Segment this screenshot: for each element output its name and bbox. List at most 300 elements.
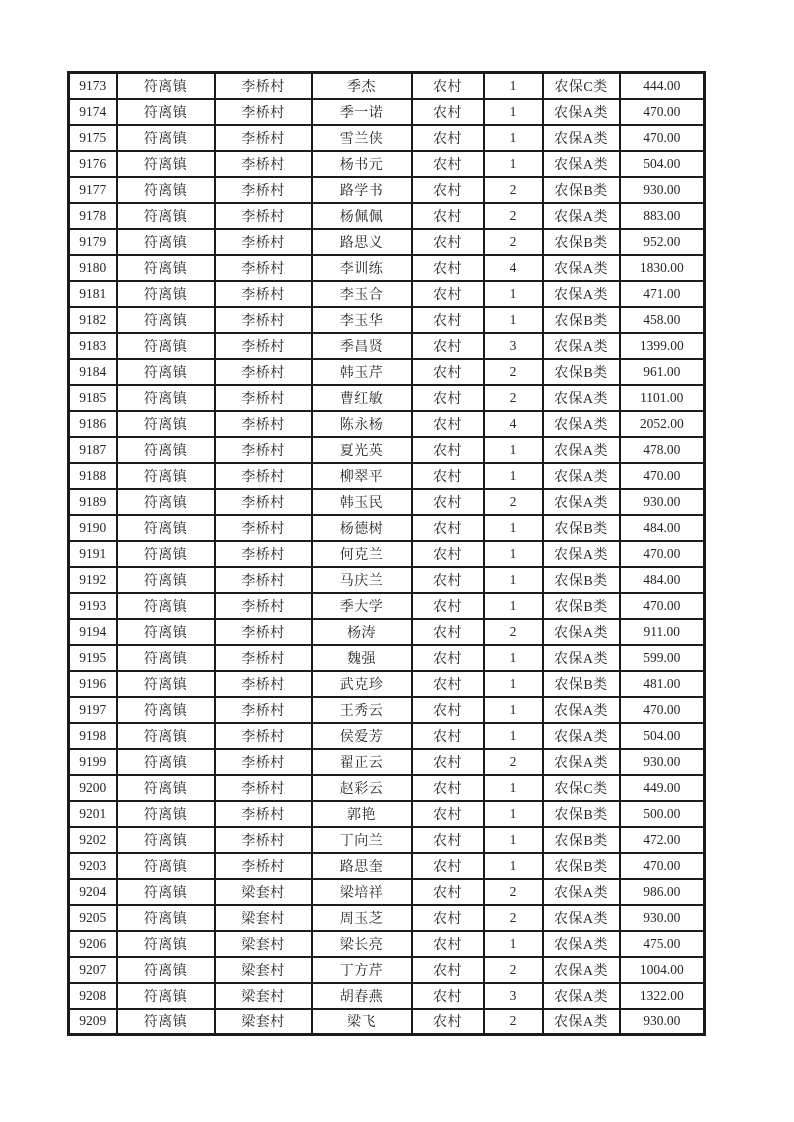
cell-person-count: 2 [484, 489, 543, 515]
table-row [69, 73, 705, 99]
cell-insurance-category: 农保B类 [543, 177, 620, 203]
table-row [69, 905, 705, 931]
cell-village: 李桥村 [215, 255, 312, 281]
cell-village: 李桥村 [215, 515, 312, 541]
cell-town: 符离镇 [117, 905, 215, 931]
cell-amount: 930.00 [620, 177, 705, 203]
cell-person-count: 3 [484, 983, 543, 1009]
cell-town: 符离镇 [117, 983, 215, 1009]
cell-person-count: 2 [484, 957, 543, 983]
cell-insurance-category: 农保C类 [543, 775, 620, 801]
cell-person-count: 1 [484, 99, 543, 125]
cell-person-name: 丁方芹 [312, 957, 412, 983]
cell-amount: 444.00 [620, 73, 705, 99]
cell-amount: 458.00 [620, 307, 705, 333]
cell-village: 李桥村 [215, 593, 312, 619]
cell-serial-number: 9179 [69, 229, 117, 255]
cell-residence-type: 农村 [412, 99, 484, 125]
cell-serial-number: 9181 [69, 281, 117, 307]
cell-person-count: 1 [484, 645, 543, 671]
cell-town: 符离镇 [117, 593, 215, 619]
cell-insurance-category: 农保B类 [543, 671, 620, 697]
table-row [69, 593, 705, 619]
cell-amount: 504.00 [620, 151, 705, 177]
cell-person-name: 韩玉民 [312, 489, 412, 515]
cell-town: 符离镇 [117, 255, 215, 281]
table-row [69, 541, 705, 567]
cell-village: 李桥村 [215, 619, 312, 645]
cell-village: 李桥村 [215, 411, 312, 437]
cell-residence-type: 农村 [412, 775, 484, 801]
cell-amount: 1830.00 [620, 255, 705, 281]
cell-village: 梁套村 [215, 983, 312, 1009]
cell-person-count: 1 [484, 801, 543, 827]
cell-residence-type: 农村 [412, 879, 484, 905]
cell-village: 李桥村 [215, 489, 312, 515]
cell-serial-number: 9203 [69, 853, 117, 879]
cell-person-count: 2 [484, 619, 543, 645]
cell-serial-number: 9194 [69, 619, 117, 645]
cell-person-count: 1 [484, 827, 543, 853]
cell-insurance-category: 农保C类 [543, 73, 620, 99]
table-row [69, 879, 705, 905]
cell-residence-type: 农村 [412, 801, 484, 827]
cell-amount: 470.00 [620, 125, 705, 151]
cell-village: 梁套村 [215, 1009, 312, 1035]
cell-residence-type: 农村 [412, 307, 484, 333]
cell-insurance-category: 农保A类 [543, 541, 620, 567]
cell-amount: 1399.00 [620, 333, 705, 359]
cell-village: 李桥村 [215, 437, 312, 463]
table-row [69, 1009, 705, 1035]
cell-residence-type: 农村 [412, 203, 484, 229]
cell-person-name: 杨佩佩 [312, 203, 412, 229]
table-row [69, 333, 705, 359]
cell-serial-number: 9190 [69, 515, 117, 541]
cell-village: 李桥村 [215, 463, 312, 489]
cell-town: 符离镇 [117, 203, 215, 229]
cell-village: 李桥村 [215, 749, 312, 775]
cell-village: 李桥村 [215, 723, 312, 749]
cell-serial-number: 9176 [69, 151, 117, 177]
cell-town: 符离镇 [117, 957, 215, 983]
cell-amount: 470.00 [620, 541, 705, 567]
table-row [69, 749, 705, 775]
cell-residence-type: 农村 [412, 229, 484, 255]
cell-insurance-category: 农保B类 [543, 593, 620, 619]
cell-person-name: 陈永杨 [312, 411, 412, 437]
cell-town: 符离镇 [117, 73, 215, 99]
cell-serial-number: 9209 [69, 1009, 117, 1035]
cell-serial-number: 9199 [69, 749, 117, 775]
cell-person-name: 侯爱芳 [312, 723, 412, 749]
table-row [69, 723, 705, 749]
cell-residence-type: 农村 [412, 931, 484, 957]
cell-serial-number: 9183 [69, 333, 117, 359]
cell-serial-number: 9196 [69, 671, 117, 697]
cell-person-name: 季杰 [312, 73, 412, 99]
cell-insurance-category: 农保A类 [543, 619, 620, 645]
cell-serial-number: 9175 [69, 125, 117, 151]
cell-person-name: 杨书元 [312, 151, 412, 177]
cell-person-count: 2 [484, 359, 543, 385]
cell-insurance-category: 农保B类 [543, 827, 620, 853]
table-row [69, 411, 705, 437]
cell-person-count: 3 [484, 333, 543, 359]
table-row [69, 203, 705, 229]
cell-person-name: 李训练 [312, 255, 412, 281]
cell-serial-number: 9184 [69, 359, 117, 385]
cell-amount: 911.00 [620, 619, 705, 645]
cell-amount: 986.00 [620, 879, 705, 905]
cell-insurance-category: 农保A类 [543, 437, 620, 463]
cell-person-name: 韩玉芹 [312, 359, 412, 385]
cell-village: 李桥村 [215, 645, 312, 671]
cell-village: 李桥村 [215, 775, 312, 801]
cell-village: 李桥村 [215, 203, 312, 229]
table-row [69, 775, 705, 801]
cell-serial-number: 9197 [69, 697, 117, 723]
cell-insurance-category: 农保A类 [543, 879, 620, 905]
cell-amount: 961.00 [620, 359, 705, 385]
cell-serial-number: 9193 [69, 593, 117, 619]
cell-residence-type: 农村 [412, 619, 484, 645]
cell-village: 李桥村 [215, 827, 312, 853]
table-row [69, 697, 705, 723]
cell-person-count: 1 [484, 853, 543, 879]
cell-town: 符离镇 [117, 151, 215, 177]
cell-person-name: 李玉合 [312, 281, 412, 307]
cell-amount: 2052.00 [620, 411, 705, 437]
cell-amount: 470.00 [620, 99, 705, 125]
table-row [69, 567, 705, 593]
cell-amount: 470.00 [620, 593, 705, 619]
cell-serial-number: 9178 [69, 203, 117, 229]
cell-person-name: 赵彩云 [312, 775, 412, 801]
cell-person-name: 杨涛 [312, 619, 412, 645]
table-row [69, 463, 705, 489]
cell-village: 梁套村 [215, 879, 312, 905]
cell-amount: 1004.00 [620, 957, 705, 983]
table-row [69, 437, 705, 463]
cell-person-count: 1 [484, 151, 543, 177]
cell-amount: 470.00 [620, 463, 705, 489]
cell-person-count: 1 [484, 775, 543, 801]
table-row [69, 177, 705, 203]
cell-residence-type: 农村 [412, 853, 484, 879]
cell-person-name: 马庆兰 [312, 567, 412, 593]
cell-person-name: 郭艳 [312, 801, 412, 827]
cell-serial-number: 9187 [69, 437, 117, 463]
table-body [69, 73, 705, 1035]
cell-residence-type: 农村 [412, 957, 484, 983]
cell-insurance-category: 农保A类 [543, 957, 620, 983]
cell-serial-number: 9205 [69, 905, 117, 931]
cell-town: 符离镇 [117, 619, 215, 645]
cell-town: 符离镇 [117, 567, 215, 593]
cell-insurance-category: 农保A类 [543, 905, 620, 931]
cell-person-name: 柳翠平 [312, 463, 412, 489]
cell-person-name: 路思义 [312, 229, 412, 255]
cell-person-count: 1 [484, 281, 543, 307]
cell-town: 符离镇 [117, 541, 215, 567]
cell-town: 符离镇 [117, 359, 215, 385]
cell-residence-type: 农村 [412, 905, 484, 931]
cell-insurance-category: 农保B类 [543, 359, 620, 385]
cell-serial-number: 9188 [69, 463, 117, 489]
cell-person-count: 2 [484, 203, 543, 229]
cell-serial-number: 9182 [69, 307, 117, 333]
cell-town: 符离镇 [117, 1009, 215, 1035]
cell-amount: 883.00 [620, 203, 705, 229]
cell-serial-number: 9180 [69, 255, 117, 281]
cell-serial-number: 9185 [69, 385, 117, 411]
cell-serial-number: 9200 [69, 775, 117, 801]
cell-person-name: 王秀云 [312, 697, 412, 723]
table-row [69, 853, 705, 879]
cell-serial-number: 9192 [69, 567, 117, 593]
cell-amount: 449.00 [620, 775, 705, 801]
cell-person-count: 1 [484, 463, 543, 489]
cell-town: 符离镇 [117, 333, 215, 359]
cell-town: 符离镇 [117, 671, 215, 697]
cell-serial-number: 9174 [69, 99, 117, 125]
cell-residence-type: 农村 [412, 827, 484, 853]
cell-person-count: 2 [484, 1009, 543, 1035]
cell-town: 符离镇 [117, 931, 215, 957]
cell-serial-number: 9202 [69, 827, 117, 853]
cell-insurance-category: 农保A类 [543, 151, 620, 177]
cell-serial-number: 9201 [69, 801, 117, 827]
cell-insurance-category: 农保B类 [543, 307, 620, 333]
table-row [69, 229, 705, 255]
cell-village: 李桥村 [215, 333, 312, 359]
cell-amount: 930.00 [620, 749, 705, 775]
cell-amount: 930.00 [620, 905, 705, 931]
cell-insurance-category: 农保A类 [543, 1009, 620, 1035]
cell-residence-type: 农村 [412, 411, 484, 437]
cell-town: 符离镇 [117, 775, 215, 801]
cell-insurance-category: 农保A类 [543, 281, 620, 307]
cell-serial-number: 9204 [69, 879, 117, 905]
cell-person-name: 曹红敏 [312, 385, 412, 411]
cell-amount: 1322.00 [620, 983, 705, 1009]
cell-insurance-category: 农保A类 [543, 125, 620, 151]
cell-amount: 930.00 [620, 489, 705, 515]
cell-amount: 930.00 [620, 1009, 705, 1035]
cell-village: 李桥村 [215, 73, 312, 99]
cell-village: 李桥村 [215, 567, 312, 593]
cell-person-name: 何克兰 [312, 541, 412, 567]
cell-insurance-category: 农保B类 [543, 801, 620, 827]
cell-residence-type: 农村 [412, 333, 484, 359]
cell-amount: 471.00 [620, 281, 705, 307]
cell-town: 符离镇 [117, 697, 215, 723]
cell-residence-type: 农村 [412, 463, 484, 489]
cell-residence-type: 农村 [412, 515, 484, 541]
cell-amount: 478.00 [620, 437, 705, 463]
cell-insurance-category: 农保A类 [543, 723, 620, 749]
cell-person-name: 路学书 [312, 177, 412, 203]
cell-insurance-category: 农保B类 [543, 853, 620, 879]
cell-serial-number: 9198 [69, 723, 117, 749]
cell-insurance-category: 农保A类 [543, 983, 620, 1009]
cell-village: 李桥村 [215, 541, 312, 567]
cell-serial-number: 9186 [69, 411, 117, 437]
cell-person-count: 1 [484, 541, 543, 567]
table-row [69, 489, 705, 515]
cell-person-count: 1 [484, 125, 543, 151]
cell-town: 符离镇 [117, 229, 215, 255]
cell-insurance-category: 农保B类 [543, 567, 620, 593]
table-row [69, 827, 705, 853]
cell-person-count: 1 [484, 593, 543, 619]
cell-residence-type: 农村 [412, 73, 484, 99]
cell-residence-type: 农村 [412, 385, 484, 411]
cell-amount: 481.00 [620, 671, 705, 697]
cell-insurance-category: 农保A类 [543, 255, 620, 281]
cell-insurance-category: 农保A类 [543, 411, 620, 437]
cell-village: 梁套村 [215, 957, 312, 983]
cell-serial-number: 9191 [69, 541, 117, 567]
cell-residence-type: 农村 [412, 567, 484, 593]
cell-village: 李桥村 [215, 671, 312, 697]
cell-person-name: 周玉芝 [312, 905, 412, 931]
cell-person-name: 梁培祥 [312, 879, 412, 905]
cell-town: 符离镇 [117, 515, 215, 541]
cell-residence-type: 农村 [412, 151, 484, 177]
cell-residence-type: 农村 [412, 177, 484, 203]
cell-person-count: 2 [484, 385, 543, 411]
cell-village: 李桥村 [215, 307, 312, 333]
cell-residence-type: 农村 [412, 983, 484, 1009]
cell-person-count: 1 [484, 723, 543, 749]
cell-person-name: 梁长亮 [312, 931, 412, 957]
cell-residence-type: 农村 [412, 593, 484, 619]
cell-person-count: 4 [484, 411, 543, 437]
cell-amount: 504.00 [620, 723, 705, 749]
cell-town: 符离镇 [117, 489, 215, 515]
cell-person-name: 季一诺 [312, 99, 412, 125]
cell-person-count: 4 [484, 255, 543, 281]
table-row [69, 151, 705, 177]
cell-village: 李桥村 [215, 177, 312, 203]
cell-insurance-category: 农保A类 [543, 463, 620, 489]
cell-residence-type: 农村 [412, 1009, 484, 1035]
cell-person-count: 1 [484, 671, 543, 697]
cell-person-count: 2 [484, 749, 543, 775]
cell-amount: 599.00 [620, 645, 705, 671]
table-row [69, 99, 705, 125]
table-row [69, 671, 705, 697]
cell-person-name: 杨德树 [312, 515, 412, 541]
cell-serial-number: 9173 [69, 73, 117, 99]
cell-town: 符离镇 [117, 411, 215, 437]
cell-amount: 1101.00 [620, 385, 705, 411]
cell-person-name: 路思奎 [312, 853, 412, 879]
cell-serial-number: 9206 [69, 931, 117, 957]
cell-person-count: 1 [484, 437, 543, 463]
table-row [69, 515, 705, 541]
cell-insurance-category: 农保A类 [543, 333, 620, 359]
cell-village: 李桥村 [215, 385, 312, 411]
cell-residence-type: 农村 [412, 489, 484, 515]
cell-residence-type: 农村 [412, 281, 484, 307]
cell-amount: 472.00 [620, 827, 705, 853]
cell-amount: 484.00 [620, 567, 705, 593]
table-row [69, 645, 705, 671]
cell-amount: 475.00 [620, 931, 705, 957]
cell-residence-type: 农村 [412, 437, 484, 463]
cell-village: 李桥村 [215, 281, 312, 307]
cell-insurance-category: 农保A类 [543, 99, 620, 125]
insurance-roster-table [67, 71, 706, 1036]
table-row [69, 281, 705, 307]
cell-village: 梁套村 [215, 905, 312, 931]
cell-person-name: 翟正云 [312, 749, 412, 775]
cell-amount: 484.00 [620, 515, 705, 541]
cell-village: 李桥村 [215, 359, 312, 385]
cell-residence-type: 农村 [412, 723, 484, 749]
cell-village: 梁套村 [215, 931, 312, 957]
table-row [69, 125, 705, 151]
cell-insurance-category: 农保A类 [543, 645, 620, 671]
cell-town: 符离镇 [117, 437, 215, 463]
cell-village: 李桥村 [215, 801, 312, 827]
cell-person-count: 1 [484, 697, 543, 723]
cell-person-count: 1 [484, 307, 543, 333]
cell-village: 李桥村 [215, 99, 312, 125]
cell-town: 符离镇 [117, 723, 215, 749]
table-row [69, 255, 705, 281]
cell-person-count: 2 [484, 879, 543, 905]
cell-town: 符离镇 [117, 801, 215, 827]
cell-amount: 470.00 [620, 697, 705, 723]
cell-person-name: 魏强 [312, 645, 412, 671]
table-row [69, 307, 705, 333]
cell-person-count: 1 [484, 73, 543, 99]
cell-insurance-category: 农保B类 [543, 515, 620, 541]
cell-amount: 470.00 [620, 853, 705, 879]
cell-person-name: 武克珍 [312, 671, 412, 697]
cell-residence-type: 农村 [412, 125, 484, 151]
cell-amount: 500.00 [620, 801, 705, 827]
cell-village: 李桥村 [215, 229, 312, 255]
cell-town: 符离镇 [117, 827, 215, 853]
table-row [69, 619, 705, 645]
cell-amount: 952.00 [620, 229, 705, 255]
cell-residence-type: 农村 [412, 255, 484, 281]
cell-serial-number: 9207 [69, 957, 117, 983]
table-row [69, 801, 705, 827]
cell-town: 符离镇 [117, 853, 215, 879]
cell-village: 李桥村 [215, 853, 312, 879]
cell-person-name: 胡春燕 [312, 983, 412, 1009]
cell-town: 符离镇 [117, 645, 215, 671]
cell-residence-type: 农村 [412, 359, 484, 385]
table-row [69, 359, 705, 385]
cell-person-count: 1 [484, 931, 543, 957]
cell-insurance-category: 农保B类 [543, 229, 620, 255]
cell-insurance-category: 农保A类 [543, 931, 620, 957]
cell-person-count: 2 [484, 229, 543, 255]
cell-town: 符离镇 [117, 99, 215, 125]
cell-residence-type: 农村 [412, 749, 484, 775]
cell-insurance-category: 农保A类 [543, 385, 620, 411]
table-row [69, 931, 705, 957]
cell-town: 符离镇 [117, 749, 215, 775]
cell-person-name: 夏光英 [312, 437, 412, 463]
